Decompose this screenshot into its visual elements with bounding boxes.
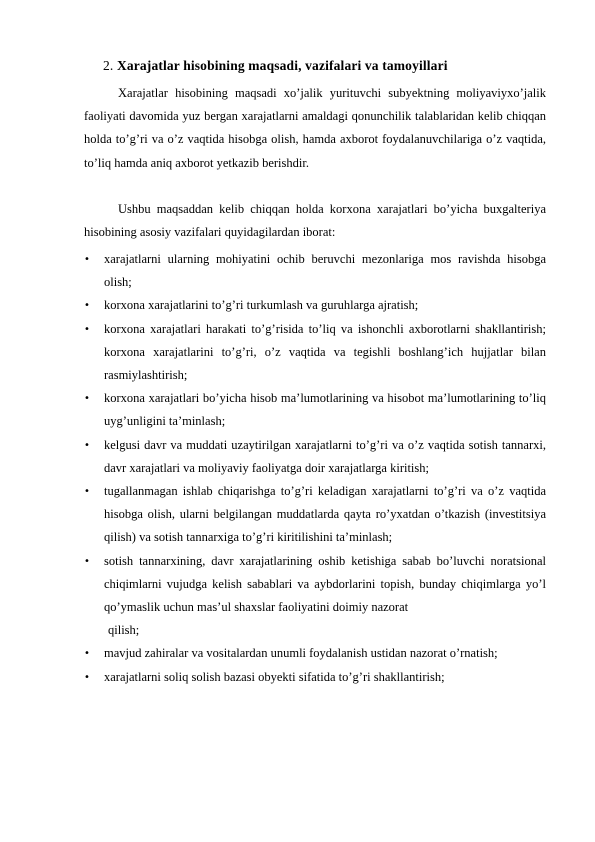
- list-item: [84, 248, 546, 294]
- section-title: Xarajatlar hisobining maqsadi, vazifalari va tamoyillari: [116, 58, 448, 73]
- list-item-text: korxona xarajatlarini to’g’ri turkumlash va guruhlarga ajratish;: [104, 298, 419, 313]
- bullet-icon: •: [84, 323, 90, 335]
- list-item-text: korxona xarajatlari bo’yicha hisob ma’lumotlarining va hisobot ma’lumotlarining to’liq uyg’unligini ta’minlash;: [104, 391, 546, 429]
- list-item: [84, 318, 546, 388]
- list-item: [84, 642, 546, 665]
- list-item: [84, 666, 546, 689]
- bullet-icon: •: [84, 555, 90, 567]
- list-item: [84, 550, 546, 643]
- bullet-icon: •: [84, 254, 90, 265]
- bullet-icon: •: [84, 671, 90, 683]
- list-item-continuation: qilish;: [108, 623, 140, 638]
- bullet-icon: •: [84, 648, 90, 660]
- tasks-list: [84, 248, 546, 689]
- bullet-icon: •: [84, 439, 90, 451]
- list-item-text: korxona xarajatlari harakati to’g’risida to’liq va ishonchli axborotlarni shakllantirish; korxona xarajatlarini to’g’ri, o’z vaqtida va tegishli boshlang’ich hujjatlar bilan rasmiylashtirish;: [104, 321, 546, 383]
- list-item-text: xarajatlarni soliq solish bazasi obyekti sifatida to’g’ri shakllantirish;: [104, 669, 445, 684]
- bullet-icon: •: [84, 486, 90, 498]
- section-heading: [103, 58, 448, 74]
- list-item: [84, 480, 546, 550]
- list-item-text: mavjud zahiralar va vositalardan unumli foydalanish ustidan nazorat o’rnatish;: [104, 646, 498, 661]
- section-number: 2.: [103, 58, 114, 73]
- list-item: [84, 434, 546, 480]
- bullet-icon: •: [84, 393, 90, 405]
- tasks-intro-paragraph: Ushbu maqsaddan kelib chiqqan holda korxona xarajatlari bo’yicha buxgalteriya hisobining asosiy vazifalari quyidagilardan iborat:: [84, 202, 546, 240]
- list-item-text: tugallanmagan ishlab chiqarishga to’g’ri keladigan xarajatlarni to’g’ri va o’z vaqtida hisobga olish, ularni belgilangan muddatlarda qayta ro’yxatdan o’tkazish (investitsiya qilish) va sotish tannarxiga to’g’ri kiritilishini ta’minlash;: [104, 484, 546, 545]
- list-item-text: xarajatlarni ularning mohiyatini ochib beruvchi mezonlariga mos ravishda hisobga olish;: [104, 252, 546, 290]
- list-item: [84, 387, 546, 433]
- list-item-text: sotish tannarxining, davr xarajatlarining oshib ketishiga sabab bo’luvchi noratsional chiqimlarni vujudga kelish sabablari va aybdorlarini topish, bunday chiqimlarga yo’l qo’ymaslik uchun mas’ul shaxslar faoliyatini doimiy nazorat: [104, 553, 546, 615]
- intro-paragraph: Xarajatlar hisobining maqsadi xo’jalik yurituvchi subyektning moliyaviyxo’jalik faoliyati davomida yuz bergan xarajatlarni amaldagi qonunchilik talablaridan kelib chiqqan holda to’g’ri va o’z vaqtida hisobga olish, hamda axborot foydalanuvchilariga o’z vaqtida, to’liq hamda aniq axborot yetkazib berishdir.: [84, 86, 546, 170]
- list-item-text: kelgusi davr va muddati uzaytirilgan xarajatlarni to’g’ri va o’z vaqtida sotish tannarxi, davr xarajatlari va moliyaviy faoliyatga doir xarajatlarga kiritish;: [104, 437, 546, 475]
- list-item: [84, 294, 546, 317]
- bullet-icon: •: [84, 300, 90, 312]
